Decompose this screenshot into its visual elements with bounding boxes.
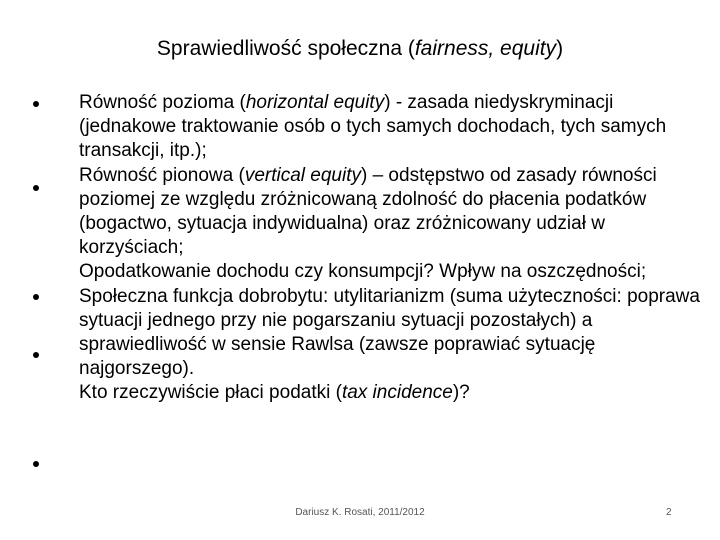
item-text: Równość pozioma (	[79, 92, 246, 113]
slide-title	[0, 34, 720, 64]
item-text: ) - zasada niedyskryminacji (jednakowe traktowanie osób o tych samych dochodach, tych samych transakcji, itp.);	[79, 92, 667, 162]
title-text-end: )	[556, 37, 564, 60]
list-item	[79, 260, 709, 284]
item-italic: horizontal equity	[245, 92, 385, 113]
item-text: Równość pionowa (	[79, 164, 245, 186]
item-text: Społeczna funkcja dobrobytu: utylitarianizm (suma użyteczności: poprawa sytuacji jednego przy nie pogarszaniu sytuacji pozostałych) a sprawiedliwość w sensie Rawlsa (zawsze poprawiać sytuację najgorszego).	[79, 285, 700, 380]
title-text: Sprawiedliwość społeczna (	[156, 37, 415, 60]
item-text: ) – odstępstwo od zasady równości poziomej ze względu zróżnicowaną zdolność do płacenia podatków (bogactwo, sytuacja indywidualna) oraz zróżnicowany udział w korzyściach;	[79, 164, 657, 259]
bullet-icon	[33, 101, 39, 107]
bullet-list	[79, 91, 709, 406]
bullet-icon	[33, 352, 39, 358]
list-item	[79, 285, 709, 382]
bullet-icon	[33, 294, 39, 300]
list-item	[79, 91, 709, 164]
item-text: Kto rzeczywiście płaci podatki (	[79, 382, 342, 404]
list-item	[79, 164, 709, 261]
page-number: 2	[666, 507, 672, 518]
item-italic: vertical equity	[244, 164, 361, 186]
bullet-icon	[33, 461, 39, 467]
title-italic: fairness, equity	[414, 37, 557, 60]
slide-footer: Dariusz K. Rosati, 2011/2012	[295, 507, 425, 518]
item-text: Opodatkowanie dochodu czy konsumpcji? Wpływ na oszczędności;	[79, 261, 647, 283]
bullet-icon	[33, 185, 39, 191]
item-italic: tax incidence	[341, 382, 453, 404]
list-item	[79, 381, 709, 405]
item-text: )?	[452, 382, 470, 404]
